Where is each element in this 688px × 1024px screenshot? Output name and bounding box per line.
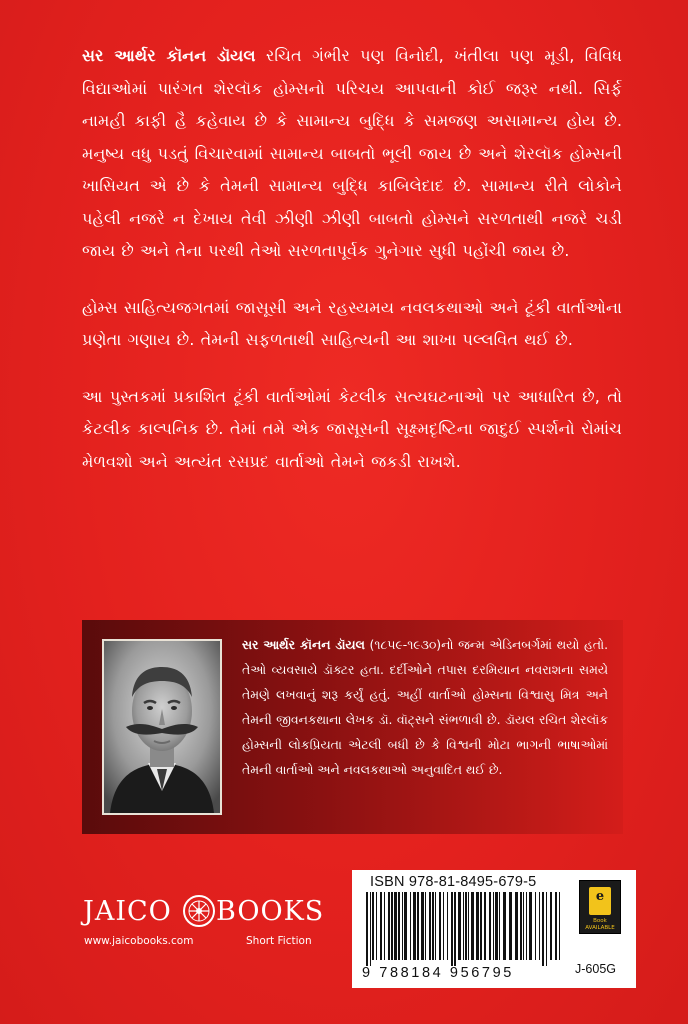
barcode-icon	[366, 892, 562, 966]
publisher-name-left: JAICO	[83, 896, 172, 927]
barcode-bar	[404, 892, 407, 960]
blurb-paragraph-2: હોમ્સ સાહિત્યજગતમાં જાસૂસી અને રહસ્યમય નવલકથાઓ અને ટૂંકી વાર્તાઓના પ્રણેતા ગણાય છે. તેમની સફળતાથી સાહિત્યની આ શાખા પલ્લવિત થઈ છે.	[82, 297, 622, 349]
barcode-bar	[391, 892, 393, 960]
barcode-bar	[529, 892, 532, 960]
barcode-bar	[380, 892, 382, 960]
barcode-bar	[458, 892, 461, 960]
barcode-bar	[366, 892, 368, 966]
barcode-bar	[402, 892, 403, 960]
ebook-icon	[589, 887, 611, 915]
barcode-bar	[468, 892, 469, 960]
barcode-bar	[509, 892, 512, 960]
author-bio	[242, 632, 608, 782]
barcode-bar	[515, 892, 518, 960]
publisher-logo	[83, 893, 333, 933]
barcode-bar	[520, 892, 522, 960]
barcode-bar	[432, 892, 434, 960]
barcode-bar	[384, 892, 385, 960]
isbn-panel	[352, 870, 636, 988]
barcode-bar	[499, 892, 500, 960]
barcode-bar	[476, 892, 479, 960]
barcode-bar	[471, 892, 474, 960]
barcode-bar	[372, 892, 374, 960]
publisher-emblem-icon	[182, 894, 216, 928]
barcode-bar	[480, 892, 482, 960]
author-name: સર આર્થર કૉનન ડૉયલ	[242, 637, 365, 652]
blurb-paragraph-1	[82, 40, 622, 268]
barcode-bar	[539, 892, 540, 960]
barcode-bar	[546, 892, 547, 966]
ebook-badge	[579, 880, 621, 934]
publisher-name-right: BOOKS	[216, 896, 325, 927]
barcode-bar	[454, 892, 456, 966]
barcode-bar	[451, 892, 453, 966]
barcode-bar	[435, 892, 436, 960]
publisher-website: www.jaicobooks.com	[84, 935, 194, 947]
barcode-bar	[463, 892, 464, 960]
barcode-bar	[489, 892, 491, 960]
barcode-bar	[503, 892, 506, 960]
barcode-bar	[550, 892, 552, 960]
author-bio-panel	[82, 620, 623, 834]
barcode-bar	[394, 892, 397, 960]
genre-label: Short Fiction	[246, 935, 312, 947]
barcode-bar	[421, 892, 424, 960]
barcode-bar	[413, 892, 416, 960]
barcode-bar	[493, 892, 494, 960]
author-portrait-icon	[104, 641, 220, 813]
author-bio-text: (૧૮૫૯-૧૯૩૦)નો જન્મ એડિનબર્ગમાં થયો હતો. તેઓ વ્યવસાયે ડૉક્ટર હતા. દર્દીઓને તપાસ દરમિયાન નવરાશના સમયે તેમણે લખવાનું શરૂ કર્યું હતું. અહીં વાર્તાઓ હોમ્સના વિશ્વાસુ મિત્ર અને તેમની જીવનકથાના લેખક ડૉ. વૉટ્સને સંભળાવી છે. ડૉયલ રચિત શેરલૉક હોમ્સની લોકપ્રિયતા એટલી બધી છે કે વિશ્વની મોટા ભાગની ભાષાઓમાં તેમની વાર્તાઓ અને નવલકથાઓ અનુવાદિત થઈ છે.	[242, 637, 609, 777]
barcode-bar	[555, 892, 557, 960]
barcode-bar	[443, 892, 444, 960]
isbn-label: ISBN 978-81-8495-679-5	[370, 874, 537, 890]
barcode-bar	[376, 892, 377, 960]
author-photo	[102, 639, 222, 815]
barcode-bar	[370, 892, 371, 966]
barcode-bar	[439, 892, 441, 960]
author-name-lead: સર આર્થર કૉનન ડૉયલ	[82, 46, 256, 65]
barcode-bar	[523, 892, 524, 960]
barcode-bar	[495, 892, 498, 960]
barcode-bar	[447, 892, 448, 960]
barcode-bar	[559, 892, 560, 960]
catalog-code: J-605G	[575, 962, 616, 976]
barcode-bar	[542, 892, 544, 966]
barcode-bar	[526, 892, 527, 960]
barcode-bar	[535, 892, 536, 960]
blurb-paragraph-1-text: રચિત ગંભીર પણ વિનોદી, ખંતીલા પણ મૂડી, વિવિધ વિદ્યાઓમાં પારંગત શેરલૉક હોમ્સનો પરિચય આપવાની કોઈ જરૂર નથી. સિર્ફ નામહી કાફી હૈ કહેવાય છે કે સામાન્ય બુદ્ધિ કે સમજણ અસામાન્ય હોય છે. મનુષ્ય વધુ પડતું વિચારવામાં સામાન્ય બાબતો ભૂલી જાય છે અને શેરલૉક હોમ્સની ખાસિયત એ છે કે તેમની સામાન્ય બુદ્ધિ કાબિલેદાદ છે. સામાન્ય રીતે લોકોને પહેલી નજરે ન દેખાય તેવી ઝીણી ઝીણી બાબતો હોમ્સને સરળતાથી નજરે ચડી જાય છે અને તેના પરથી તેઓ સરળતાપૂર્વક ગુનેગાર સુધી પહોંચી જાય છે.	[82, 46, 622, 260]
barcode-bar	[417, 892, 419, 960]
barcode-bar	[425, 892, 426, 960]
barcode-bar	[465, 892, 467, 960]
ebook-caption: Book AVAILABLE	[585, 918, 615, 931]
ebook-letter: e	[595, 889, 605, 904]
blurb	[82, 40, 622, 502]
blurb-paragraph-3: આ પુસ્તકમાં પ્રકાશિત ટૂંકી વાર્તાઓમાં કેટલીક સત્યઘટનાઓ પર આધારિત છે, તો કેટલીક કાલ્પનિક છે. તેમાં તમે એક જાસૂસની સૂક્ષ્મદૃષ્ટિના જાદુઈ સ્પર્શનો રોમાંચ મેળવશો અને અત્યંત રસપ્રદ વાર્તાઓ તેમને જકડી રાખશે.	[82, 386, 622, 471]
barcode-bar	[484, 892, 486, 960]
barcode-bar	[429, 892, 431, 960]
barcode-bar	[410, 892, 411, 960]
barcode-bar	[398, 892, 400, 960]
barcode-digits: 9 788184 956795	[362, 965, 514, 981]
barcode-bar	[388, 892, 390, 960]
